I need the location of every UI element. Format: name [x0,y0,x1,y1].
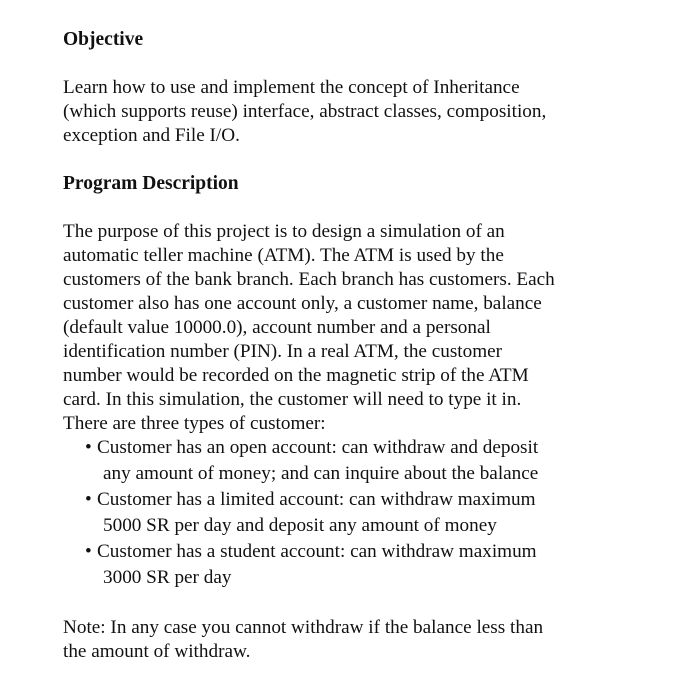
bullet-3-line-2: 3000 SR per day [103,567,232,588]
note-line-1: Note: In any case you cannot withdraw if the balance less than [63,617,544,638]
objective-line-2: (which supports reuse) interface, abstract classes, composition, [63,101,547,122]
description-line-6: identification number (PIN). In a real ATM, the customer [63,341,503,362]
customer-types-list [63,436,663,592]
bullet-1-line-1: • Customer has an open account: can withdraw and deposit [97,436,663,460]
description-line-4: customer also has one account only, a customer name, balance [63,293,542,314]
spacer [63,148,663,172]
spacer [63,52,663,76]
objective-line-1: Learn how to use and implement the concept of Inheritance [63,77,520,98]
description-line-8: card. In this simulation, the customer will need to type it in. [63,389,522,410]
objective-heading: Objective [63,29,144,50]
description-line-3: customers of the bank branch. Each branch has customers. Each [63,269,555,290]
document-page [63,28,663,664]
description-line-1: The purpose of this project is to design a simulation of an [63,221,505,242]
objective-line-3: exception and File I/O. [63,125,240,146]
description-line-7: number would be recorded on the magnetic strip of the ATM [63,365,529,386]
spacer [63,592,663,616]
note-line-2: the amount of withdraw. [63,641,251,662]
note-paragraph [63,616,663,664]
objective-paragraph [63,76,663,148]
bullet-1-line-2: any amount of money; and can inquire about the balance [103,463,539,484]
description-line-2: automatic teller machine (ATM). The ATM is used by the [63,245,504,266]
program-description-paragraph [63,220,663,436]
description-line-9: There are three types of customer: [63,413,326,434]
bullet-2-line-2: 5000 SR per day and deposit any amount of money [103,515,497,536]
list-item [63,488,663,540]
spacer [63,196,663,220]
list-item [63,540,663,592]
bullet-3-line-1: • Customer has a student account: can withdraw maximum [97,540,663,564]
program-description-heading: Program Description [63,173,239,194]
list-item [63,436,663,488]
description-line-5: (default value 10000.0), account number and a personal [63,317,491,338]
bullet-2-line-1: • Customer has a limited account: can withdraw maximum [97,488,663,512]
